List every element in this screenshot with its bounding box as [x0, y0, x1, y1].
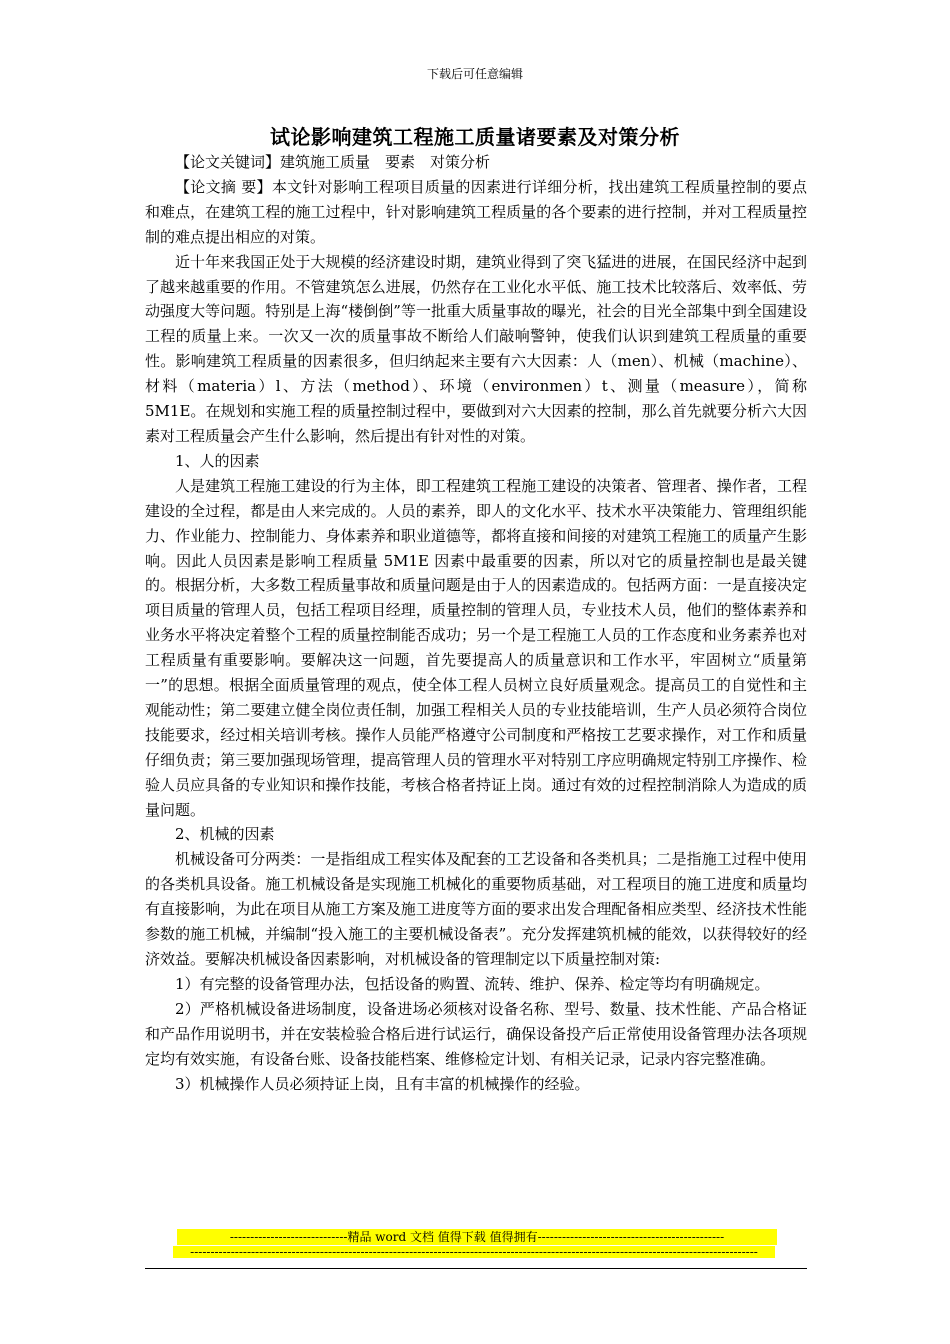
machine-measure-1: 1）有完整的设备管理办法，包括设备的购置、流转、维护、保养、检定等均有明确规定。	[175, 974, 770, 993]
keywords-paragraph: 【论文关键词】建筑施工质量 要素 对策分析	[175, 153, 491, 171]
page-header: 下载后可任意编辑	[426, 67, 523, 81]
machine-measure-3: 3）机械操作人员必须持证上岗，且有丰富的机械操作的经验。	[175, 1074, 590, 1093]
footer-rule	[145, 1268, 807, 1269]
abstract-paragraph: 【论文摘 要】本文针对影响工程项目质量的因素进行详细分析，找出建筑工程质量控制的要点和难点，在建筑工程的施工过程中，针对影响建筑工程质量的各个要素的进行控制，并对工程质量控制的难点提出相应的对策。	[145, 177, 807, 246]
document-body	[145, 150, 807, 1096]
section-heading-human: 1、人的因素	[175, 451, 260, 470]
machine-measure-2: 2）严格机械设备进场制度，设备进场必须核对设备名称、型号、数量、技术性能、产品合格证和产品作用说明书，并在安装检验合格后进行试运行，确保设备投产后正常使用设备管理办法各项规定均有效实施，有设备台账、设备技能档案、维修检定计划、有相关记录，记录内容完整准确。	[145, 999, 807, 1068]
page-footer	[145, 1229, 807, 1269]
intro-paragraph: 近十年来我国正处于大规模的经济建设时期，建筑业得到了突飞猛进的进展，在国民经济中起到了越来越重要的作用。不管建筑怎么进展，仍然存在工业化水平低、施工技术比较落后、效率低、劳动强度大等问题。特别是上海“楼倒倒”等一批重大质量事故的曝光，社会的目光全部集中到全国建设工程的质量上来。一次又一次的质量事故不断给人们敲响警钟，使我们认识到建筑工程质量的重要性。影响建筑工程质量的因素很多，但归纳起来主要有六大因素：人（men）、机械（machine）、材料（materia）l、方法（method）、环境（environmen）t、测量（measure），简称 5M1E。在规划和实施工程的质量控制过程中，要做到对六大因素的控制，那么首先就要分析六大因素对工程质量会产生什么影响，然后提出有针对性的对策。	[145, 252, 807, 445]
footer-dash-line: --------------------------------------------------------------------------------------------------------------------------------------------	[173, 1246, 775, 1258]
human-factor-paragraph: 人是建筑工程施工建设的行为主体，即工程建筑工程施工建设的决策者、管理者、操作者，工程建设的全过程，都是由人来完成的。人员的素养，即人的文化水平、技术水平决策能力、管理组织能力、作业能力、控制能力、身体素养和职业道德等，都将直接和间接的对建筑工程施工的质量产生影响。因此人员因素是影响工程质量 5M1E 因素中最重要的因素，所以对它的质量控制也是最关键的。根据分析，大多数工程质量事故和质量问题是由于人的因素造成的。包括两方面：一是直接决定项目质量的管理人员，包括工程项目经理，质量控制的管理人员，专业技术人员，他们的整体素养和业务水平将决定着整个工程的质量控制能否成功；另一个是工程施工人员的工作态度和业务素养也对工程质量有重要影响。要解决这一问题，首先要提高人的质量意识和工作水平，牢固树立“质量第一”的思想。根据全面质量管理的观点，使全体工程人员树立良好质量观念。提高员工的自觉性和主观能动性；第二要建立健全岗位责任制，加强工程相关人员的专业技能培训，生产人员必须符合岗位技能要求，经过相关培训考核。操作人员能严格遵守公司制度和严格按工艺要求操作，对工作和质量仔细负责；第三要加强现场管理，提高管理人员的管理水平对特别工序应明确规定特别工序操作、检验人员应具备的专业知识和操作技能，考核合格者持证上岗。通过有效的过程控制消除人为造成的质量问题。	[145, 476, 807, 819]
section-heading-machine: 2、机械的因素	[175, 825, 275, 844]
footer-banner-line: -----------------------------精品 word 文档 值得下载 值得拥有----------------------------------------------	[177, 1229, 777, 1245]
machine-factor-paragraph: 机械设备可分两类：一是指组成工程实体及配套的工艺设备和各类机具；二是指施工过程中使用的各类机具设备。施工机械设备是实现施工机械化的重要物质基础，对工程项目的施工进度和质量均有直接影响，为此在项目从施工方案及施工进度等方面的要求出发合理配备相应类型、经济技术性能参数的施工机械，并编制“投入施工的主要机械设备表”。充分发挥建筑机械的能效，以获得较好的经济效益。要解决机械设备因素影响，对机械设备的管理制定以下质量控制对策:	[145, 850, 807, 968]
document-title: 试论影响建筑工程施工质量诸要素及对策分析	[270, 125, 680, 149]
